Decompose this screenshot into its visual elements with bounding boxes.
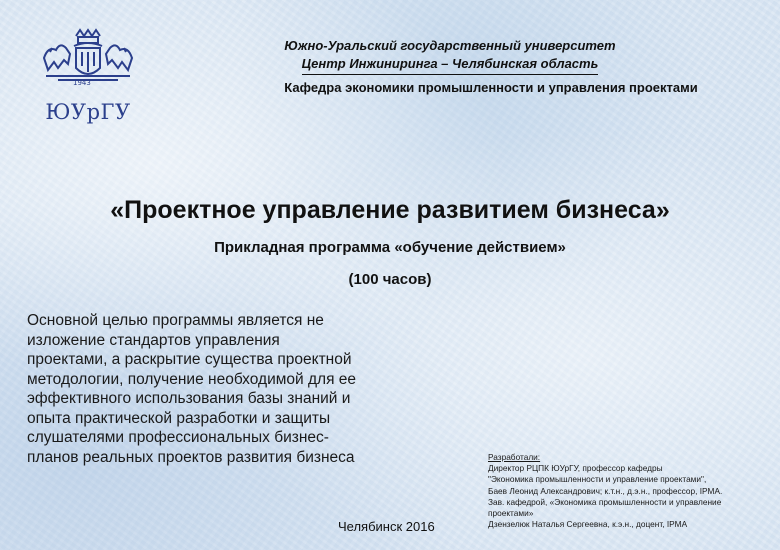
university-name: Южно-Уральский государственный университет — [284, 38, 616, 53]
authors-block — [488, 452, 773, 530]
logo-text: ЮУрГУ — [45, 100, 131, 124]
authors-line: проектами» — [488, 508, 534, 519]
authors-line: Дзензелюк Наталья Сергеевна, к.э.н., доцент, IPMA — [488, 519, 688, 530]
program-title: «Проектное управление развитием бизнеса» — [110, 196, 670, 224]
program-hours: (100 часов) — [348, 271, 432, 288]
authors-line: Зав. кафедрой, «Экономика промышленности и управление — [488, 496, 722, 507]
department-name: Кафедра экономики промышленности и управления проектами — [284, 80, 698, 95]
description-line: слушателями профессиональных бизнес- — [27, 429, 329, 446]
logo-year: 1943 — [73, 79, 91, 87]
program-description — [27, 311, 427, 467]
authors-line: Директор РЦПК ЮУрГУ, профессор кафедры — [488, 463, 663, 474]
description-line: проектами, а раскрытие существа проектной — [27, 351, 352, 368]
authors-line: "Экономика промышленности и управление проектами", — [488, 474, 707, 485]
logo-emblem-icon — [38, 28, 138, 98]
authors-line: Баев Леонид Александрович; к.т.н., д.э.н., профессор, IPMA. — [488, 485, 723, 496]
description-line: опыта практической разработки и защиты — [27, 409, 331, 427]
program-subtitle: Прикладная программа «обучение действием» — [214, 239, 566, 256]
header — [160, 37, 740, 75]
center-name: Центр Инжиниринга – Челябинская область — [302, 55, 599, 75]
description-line: изложение стандартов управления — [27, 331, 280, 349]
description-line: методологии, получение необходимой для ее — [27, 370, 357, 388]
university-logo — [38, 28, 138, 128]
authors-heading: Разработали: — [488, 452, 541, 462]
city-year: Челябинск 2016 — [338, 519, 435, 534]
description-line: эффективного использования базы знаний и — [27, 390, 351, 407]
description-line: Основной целью программы является не — [27, 312, 324, 329]
description-line: планов реальных проектов развития бизнеса — [27, 448, 355, 466]
